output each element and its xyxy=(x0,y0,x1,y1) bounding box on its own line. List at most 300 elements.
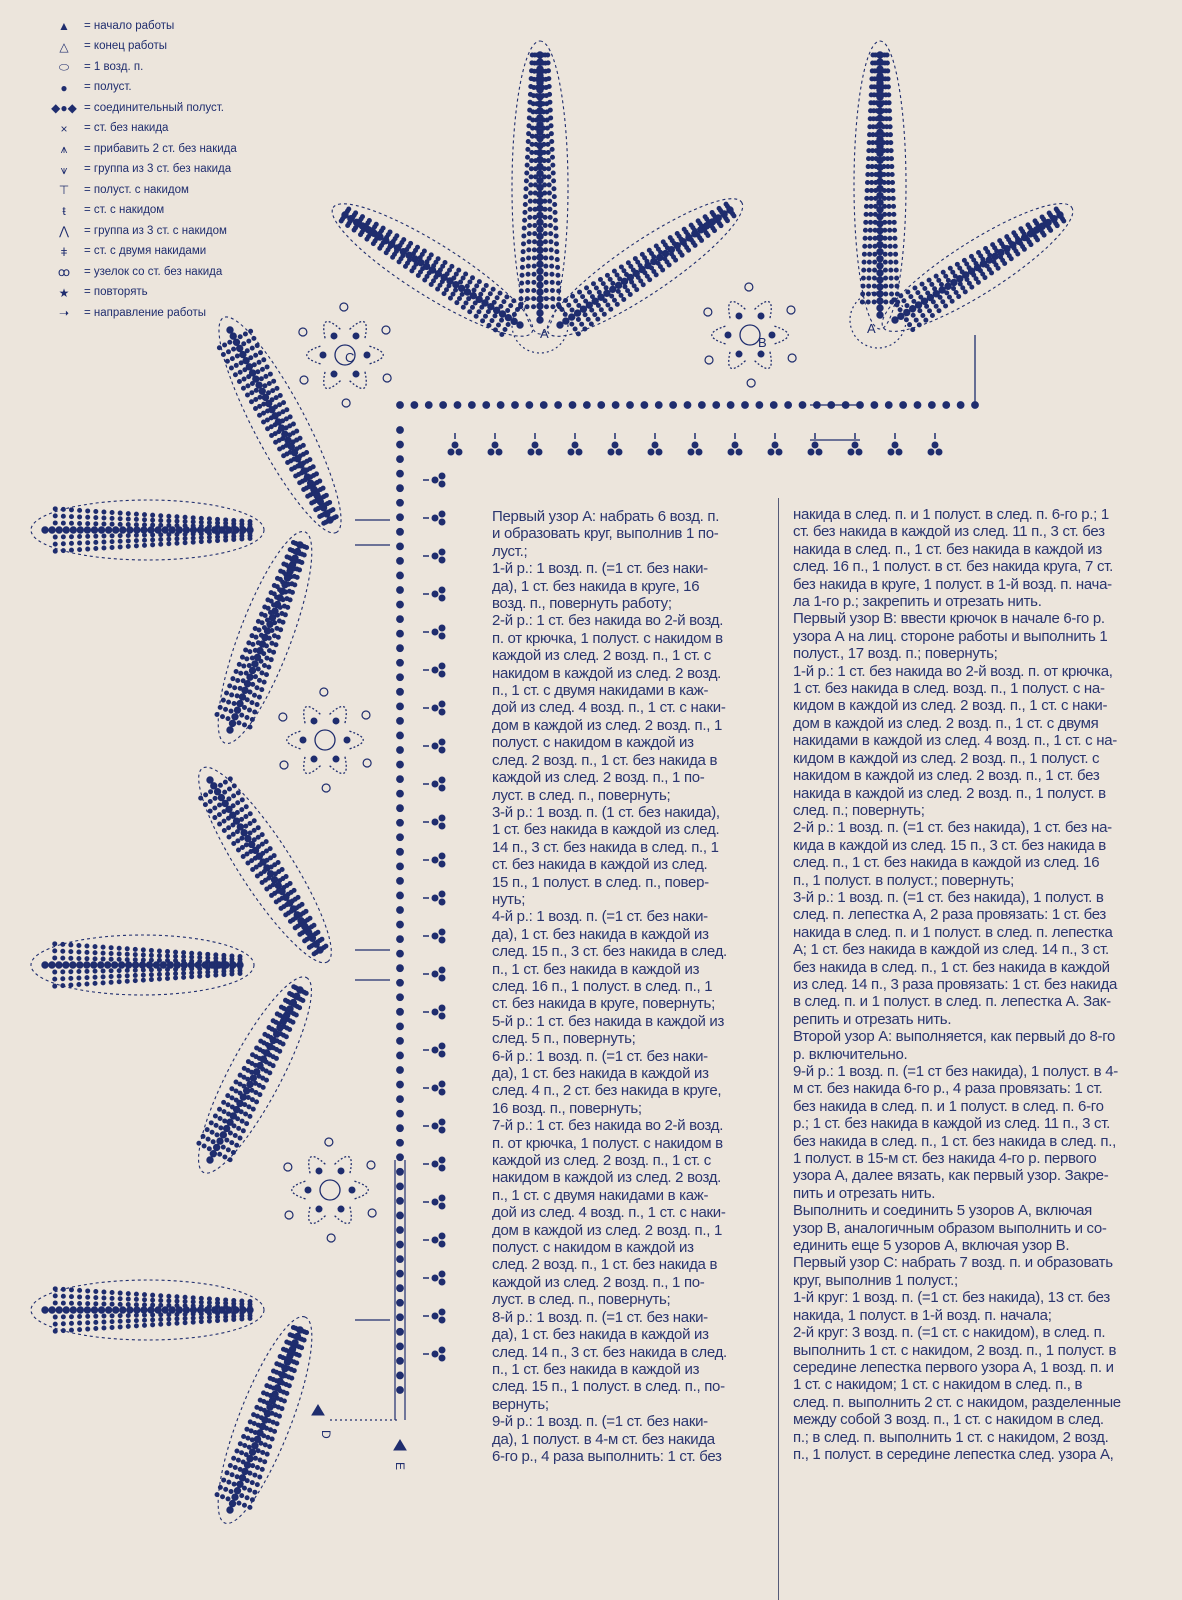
instruction-line: 9-й р.: 1 возд. п. (=1 ст без накида), 1 полуст. в 4- xyxy=(793,1063,1118,1080)
motif-c-left-top-lobe xyxy=(369,346,383,364)
motif-c-left-bottom-dot xyxy=(305,1187,311,1193)
motif-c-top-dot xyxy=(758,313,764,319)
motif-c-left-mid-picot xyxy=(322,784,330,792)
instruction-line: да), 1 ст. без накида в круге, 16 xyxy=(492,577,700,595)
instruction-line: узора А, далее вязать, как первый узор. Закре- xyxy=(793,1167,1109,1185)
motif-c-left-bottom-picot xyxy=(368,1209,376,1217)
instruction-line: выполнить 1 ст. с накидом, 2 возд. п., 1 полуст. в xyxy=(793,1341,1117,1359)
petal-left-3a-spine xyxy=(42,1307,253,1313)
petal-right-b-row xyxy=(895,209,1060,307)
instruction-line: дом в каждой из след. 2 возд. п., 1 xyxy=(492,1221,722,1239)
instruction-line: 2-й круг: 3 возд. п. (=1 ст. с накидом), в след. п. xyxy=(793,1324,1106,1342)
motif-c-left-bottom-lobe xyxy=(292,1181,306,1199)
instruction-line: 15 п., 1 полуст. в след. п., повер- xyxy=(492,873,709,891)
legend-label: = 1 возд. п. xyxy=(84,60,144,73)
motif-c-top-dot xyxy=(736,313,742,319)
motif-c-left-mid-picot xyxy=(280,761,288,769)
picot-knot xyxy=(423,1119,445,1133)
picot-knot xyxy=(423,853,445,867)
instruction-line: 1 полуст. в 15-м ст. без накида 4-го р. первого xyxy=(793,1150,1097,1168)
motif-c-left-mid-dot xyxy=(311,756,317,762)
instruction-line: накида в каждой из след. 2 возд. п., 1 полуст. в xyxy=(793,784,1106,802)
picot-knot xyxy=(423,1347,445,1361)
petal-right-b-row xyxy=(892,207,1058,302)
instruction-line: каждой из след. 2 возд. п., 1 ст. с xyxy=(492,647,711,665)
petal-left-a-row xyxy=(347,207,523,307)
instruction-line: и образовать круг, выполнив 1 по- xyxy=(492,525,719,543)
pattern-label-c xyxy=(345,350,354,365)
picot-knot xyxy=(423,929,445,943)
picot-knot xyxy=(423,1233,445,1247)
instruction-line: 2-й р.: 1 возд. п. (=1 ст. без накида), 1 ст. без на- xyxy=(793,819,1112,837)
instruction-line: узора А на лиц. стороне работы и выполнить 1 xyxy=(793,627,1108,645)
instruction-line: п. от крючка, 1 полуст. с накидом в xyxy=(492,1134,723,1152)
instruction-line: луст. в след. п., повернуть; xyxy=(492,786,671,804)
instruction-line: 3-й р.: 1 возд. п. (=1 ст. без накида), 1 полуст. в xyxy=(793,888,1104,906)
motif-c-top-dot xyxy=(725,332,731,338)
instruction-line: след. 2 возд. п., 1 ст. без накида в xyxy=(492,751,718,769)
instruction-line: кидом в каждой из след. 2 возд. п., 1 ст. с наки- xyxy=(793,697,1108,715)
petal-left-3b-row xyxy=(226,1327,300,1501)
picot-knot xyxy=(808,433,822,455)
svg-text:B: B xyxy=(758,335,767,350)
motif-c-left-top-picot xyxy=(382,326,390,334)
half-dc-icon: ⊤ xyxy=(58,183,70,198)
end-triangle-icon: △ xyxy=(59,39,69,54)
repeat-star-icon: ★ xyxy=(58,285,70,300)
instruction-line: 1-й р.: 1 ст. без накида во 2-й возд. п. от крючка, xyxy=(793,662,1113,680)
picot-knot xyxy=(688,433,702,455)
motif-c-left-top-picot xyxy=(383,374,391,382)
instruction-line: накида, 1 полуст. в 1-й возд. п. начала; xyxy=(793,1306,1052,1324)
instruction-line: накида в след. п. и 1 полуст. в след. п. 6-го р.; 1 xyxy=(793,506,1109,523)
instruction-line: да), 1 ст. без накида в каждой из xyxy=(492,1065,709,1082)
instruction-line: 16 возд. п., повернуть; xyxy=(492,1099,642,1117)
petal-right-b-row xyxy=(904,215,1063,322)
instruction-line: п., 1 ст. с двумя накидами в каж- xyxy=(492,1186,709,1204)
motif-c-left-mid-lobe xyxy=(287,731,301,749)
instruction-line: накида в след. п., 1 ст. без накида в каждой из xyxy=(793,540,1103,558)
instruction-line: 9-й р.: 1 возд. п. (=1 ст. без наки- xyxy=(492,1413,708,1431)
motif-c-left-bottom-dot xyxy=(349,1187,355,1193)
picot-knot xyxy=(423,587,445,601)
instruction-line: 4-й р.: 1 возд. п. (=1 ст. без наки- xyxy=(492,908,708,926)
svg-text:C: C xyxy=(345,350,355,365)
instruction-line: 6-го р., 4 раза выполнить: 1 ст. без xyxy=(492,1447,722,1465)
instruction-line: да), 1 полуст. в 4-м ст. без накида xyxy=(492,1430,715,1448)
picot-knot xyxy=(423,967,445,981)
chain-icon: ⬭ xyxy=(58,60,70,75)
motif-c-left-bottom-ring xyxy=(320,1180,340,1200)
petal-left-1c-row xyxy=(226,542,300,721)
picot-knot xyxy=(768,433,782,455)
instruction-line: 1-й р.: 1 возд. п. (=1 ст. без наки- xyxy=(492,560,708,578)
petal-left-1b-spine xyxy=(42,527,253,533)
petal-left-3b-row xyxy=(221,1326,298,1498)
instruction-line: м ст. без накида 6-го р., 4 раза провязать: 1 ст. xyxy=(793,1080,1103,1098)
picot-icon: ꝏ xyxy=(57,265,71,280)
picot-knot xyxy=(423,1271,445,1285)
motif-c-left-mid-dot xyxy=(344,737,350,743)
instruction-line: след. 5 п., повернуть; xyxy=(492,1030,636,1048)
instruction-line: Первый узор А: набрать 6 возд. п. xyxy=(492,508,720,525)
motif-c-left-bottom-picot xyxy=(325,1138,333,1146)
petal-top-a-row xyxy=(546,53,562,309)
motif-c-left-mid-picot xyxy=(279,713,287,721)
petal-left-a-spine xyxy=(342,212,523,328)
picot-knot xyxy=(423,739,445,753)
instruction-line: А; 1 ст. без накида в каждой из след. 14 п., 3 ст. xyxy=(793,941,1109,959)
motif-c-left-top-dot xyxy=(320,352,326,358)
legend-label: = группа из 3 ст. с накидом xyxy=(84,224,227,237)
petal-left-2a-row xyxy=(223,780,326,949)
instruction-line: 1 ст. без накида в след. возд. п., 1 полуст. с на- xyxy=(793,680,1105,698)
motif-c-top-picot xyxy=(747,379,755,387)
motif-c-left-bottom-lobe xyxy=(354,1181,368,1199)
legend-label: = ст. без накида xyxy=(84,122,169,134)
instruction-line: кидом в каждой из след. 2 возд. п., 1 полуст. с xyxy=(793,749,1100,767)
instruction-line: ст. без накида в каждой из след. 11 п., 3 ст. без xyxy=(793,523,1105,541)
motif-c-top-picot xyxy=(704,308,712,316)
picot-knot xyxy=(928,433,942,455)
motif-c-left-mid-picot xyxy=(320,688,328,696)
treble-crochet-icon: ǂ xyxy=(60,244,68,259)
instruction-line: узор В, аналогичным образом выполнить и со- xyxy=(793,1219,1107,1237)
instruction-line: Второй узор А: выполняется, как первый до 8-го xyxy=(793,1028,1116,1046)
motif-c-top-dot xyxy=(769,332,775,338)
instruction-line: дом в каждой из след. 2 возд. п., 1 ст. с двумя xyxy=(793,714,1099,732)
motif-c-left-top-picot xyxy=(299,328,307,336)
petal-top-b-row xyxy=(860,53,875,304)
picot-knot xyxy=(423,1005,445,1019)
instruction-line: в след. п. и 1 полуст. в след. п. лепестка А. Зак- xyxy=(793,993,1111,1011)
motif-c-left-bottom-picot xyxy=(285,1211,293,1219)
motif-c-top-picot xyxy=(705,356,713,364)
motif-c-left-top-dot xyxy=(353,371,359,377)
legend-label: = начало работы xyxy=(84,19,175,32)
motif-c-left-top-picot xyxy=(300,376,308,384)
svg-text:A: A xyxy=(867,321,876,336)
motif-c-left-mid-dot xyxy=(300,737,306,743)
direction-arrow xyxy=(810,405,860,440)
petal-left-1c-row xyxy=(237,544,304,725)
instruction-line: след. п. лепестка А, 2 раза провязать: 1 ст. без xyxy=(793,906,1107,924)
cluster-dc-icon: ⋀ xyxy=(59,224,69,239)
petal-right-a-row xyxy=(573,212,735,331)
svg-text:A: A xyxy=(540,326,549,341)
picot-knot xyxy=(728,433,742,455)
petal-left-2a-row xyxy=(199,796,316,956)
instruction-line: каждой из след. 2 возд. п., 1 по- xyxy=(492,1273,705,1291)
picot-knot xyxy=(423,1043,445,1057)
picot-knot xyxy=(423,549,445,563)
instruction-line: полуст., 17 возд. п.; повернуть; xyxy=(793,645,998,663)
legend-label: = прибавить 2 ст. без накида xyxy=(84,142,237,155)
petal-top-b-row xyxy=(866,53,877,304)
instruction-line: п.; в след. п. выполнить 1 ст. с накидом, 2 возд. xyxy=(793,1428,1109,1446)
motif-c-left-mid-picot xyxy=(363,759,371,767)
instruction-line: накидом в каждой из след. 2 возд. xyxy=(492,664,722,682)
motif-c-top-picot xyxy=(745,283,753,291)
petal-top-a-spine xyxy=(537,52,543,323)
legend-label: = конец работы xyxy=(84,40,168,52)
instruction-line: след. 16 п., 1 полуст. в ст. без накида круга, 7 ст. xyxy=(793,558,1113,576)
instruction-line: след. п., 1 ст. без накида в каждой из след. 16 xyxy=(793,854,1100,872)
picot-knot xyxy=(423,511,445,525)
petal-left-3b-spine xyxy=(227,1327,303,1513)
motif-c-left-mid-dot xyxy=(333,718,339,724)
picot-knot xyxy=(423,1157,445,1171)
svg-text:E: E xyxy=(393,1462,407,1471)
instruction-line: единить еще 5 узоров А, включая узор В. xyxy=(793,1237,1070,1255)
start-triangle-icon: ▲ xyxy=(58,19,70,34)
motif-c-left-bottom-dot xyxy=(316,1206,322,1212)
petal-left-a-row xyxy=(339,219,504,336)
instruction-line: без накида в след. п., 1 ст. без накида в каждой xyxy=(793,958,1110,976)
picot-knot xyxy=(423,891,445,905)
instruction-line: ла 1-го р.; закрепить и отрезать нить. xyxy=(793,593,1042,611)
petal-left-2b-row xyxy=(53,971,242,988)
petal-left-1a-row xyxy=(223,343,328,524)
motif-c-top-picot xyxy=(787,306,795,314)
petal-left-1c-row xyxy=(215,541,295,717)
pattern-label-d xyxy=(319,1430,333,1439)
instruction-line: нуть; xyxy=(492,890,526,908)
motif-c-left-top-dot xyxy=(364,352,370,358)
instruction-line: между собой 3 возд. п., 1 ст. с накидом в след. xyxy=(793,1411,1104,1429)
slip-dot-icon: ● xyxy=(60,80,68,95)
legend-label: = повторять xyxy=(84,286,148,298)
instruction-line: Первый узор С: набрать 7 возд. п. и образовать xyxy=(793,1254,1113,1272)
instruction-line: да), 1 ст. без накида в каждой из xyxy=(492,1326,709,1344)
picot-knot xyxy=(423,701,445,715)
motif-c-left-mid-dot xyxy=(311,718,317,724)
instruction-line: каждой из след. 2 возд. п., 1 ст. с xyxy=(492,1152,711,1170)
petal-top-b-row xyxy=(883,53,894,304)
double-crochet-icon: ŧ xyxy=(62,203,66,218)
instruction-line: дой из след. 4 возд. п., 1 ст. с наки- xyxy=(492,699,726,717)
petal-left-2c-row xyxy=(202,986,298,1148)
instruction-line: без накида в след. п. и 1 полуст. в след. п. 6-го xyxy=(793,1097,1104,1115)
instruction-line: п., 1 ст. с двумя накидами в каж- xyxy=(492,682,709,700)
motif-c-top-lobe xyxy=(774,326,788,344)
petal-left-2c-row xyxy=(207,987,300,1151)
motif-c-top-dot xyxy=(758,351,764,357)
instruction-line: 1 ст. с накидом; 1 ст. с накидом в след. п., в xyxy=(793,1376,1083,1394)
cluster-sc-icon: ⩛ xyxy=(60,162,68,177)
instruction-line: 8-й р.: 1 возд. п. (=1 ст. без наки- xyxy=(492,1308,708,1326)
direction-arrow-icon: ➝ xyxy=(58,306,70,321)
instruction-line: пить и отрезать нить. xyxy=(793,1184,936,1202)
single-crochet-icon: × xyxy=(60,121,68,136)
instruction-line: след. 2 возд. п., 1 ст. без накида в xyxy=(492,1256,718,1274)
petal-right-a-spine xyxy=(557,207,733,328)
motif-c-left-mid-ring xyxy=(315,730,335,750)
petal-top-b-row xyxy=(885,53,900,304)
petal-left-3b-row xyxy=(242,1330,306,1508)
instruction-line: середине лепестка первого узора А, 1 возд. п. и xyxy=(793,1358,1114,1376)
instruction-line: след. 16 п., 1 полуст. в след. п., 1 xyxy=(492,977,713,995)
instruction-line: ст. без накида в каждой из след. xyxy=(492,856,708,874)
instruction-line: след. 15 п., 1 полуст. в след. п., по- xyxy=(492,1378,725,1396)
instruction-line: накидами в каждой из след. 4 возд. п., 1 ст. с на- xyxy=(793,732,1117,750)
border-chain-left xyxy=(397,427,404,1394)
legend-label: = направление работы xyxy=(84,306,207,319)
instruction-line: из след. 14 п., 3 раза провязать: 1 ст. без накида xyxy=(793,975,1118,993)
motif-c-left-top-dot xyxy=(331,333,337,339)
increase-icon: ⩚ xyxy=(60,142,68,157)
motif-c-left-top-picot xyxy=(342,399,350,407)
legend-label: = узелок со ст. без накида xyxy=(84,265,223,278)
motif-c-left-mid-picot xyxy=(362,711,370,719)
instruction-line: 7-й р.: 1 ст. без накида во 2-й возд. xyxy=(492,1117,724,1135)
start-triangle-icon xyxy=(394,1440,406,1450)
instruction-line: п., 1 полуст. в середине лепестка след. узора А, xyxy=(793,1445,1114,1463)
motif-c-left-bottom-picot xyxy=(327,1234,335,1242)
instruction-line: возд. п., повернуть работу; xyxy=(492,595,672,613)
instruction-line: 5-й р.: 1 ст. без накида в каждой из xyxy=(492,1012,725,1030)
picot-knot xyxy=(423,1309,445,1323)
petal-left-1c-spine xyxy=(227,542,303,733)
instruction-line: да), 1 ст. без накида в каждой из xyxy=(492,925,709,943)
instruction-line: Выполнить и соединить 5 узоров А, включая xyxy=(793,1202,1092,1220)
instruction-line: без накида в след. п., 1 ст. без накида в след. п., xyxy=(793,1132,1116,1150)
instruction-line: полуст. с накидом в каждой из xyxy=(492,1239,694,1257)
instruction-line: накидом в каждой из след. 2 возд. п., 1 ст. без xyxy=(793,767,1100,785)
motif-c-top-dot xyxy=(736,351,742,357)
instruction-line: каждой из след. 2 возд. п., 1 по- xyxy=(492,769,705,787)
picot-knot xyxy=(568,433,582,455)
instruction-line: след. 4 п., 2 ст. без накида в круге, xyxy=(492,1082,722,1100)
motif-c-left-mid-dot xyxy=(333,756,339,762)
instruction-line: 1 ст. без накида в каждой из след. xyxy=(492,821,720,839)
instruction-line: п., 1 ст. без накида в каждой из xyxy=(492,1360,700,1378)
instruction-line: 6-й р.: 1 возд. п. (=1 ст. без наки- xyxy=(492,1047,708,1065)
instructions-column-2 xyxy=(793,506,1166,1463)
picot-knot xyxy=(423,777,445,791)
start-triangle-icon xyxy=(312,1405,324,1415)
petal-left-a-row xyxy=(346,209,520,312)
instruction-line: п., 1 полуст. в полуст.; повернуть; xyxy=(793,871,1015,889)
instruction-line: накида в след. п. и 1 полуст. в след. п. лепестка xyxy=(793,923,1113,941)
instruction-line: след. п. выполнить 2 ст. с накидом, разделенные xyxy=(793,1393,1121,1411)
petal-right-b-row xyxy=(908,217,1065,327)
instruction-line: 3-й р.: 1 возд. п. (1 ст. без накида), xyxy=(492,803,720,821)
picot-knot xyxy=(448,433,462,455)
instruction-line: 2-й р.: 1 ст. без накида во 2-й возд. xyxy=(492,612,724,630)
instruction-line: круг, выполнив 1 полуст.; xyxy=(793,1271,958,1289)
legend-label: = группа из 3 ст. без накида xyxy=(84,163,232,175)
border-chain-top xyxy=(397,402,979,409)
motif-c-left-bottom-dot xyxy=(338,1206,344,1212)
petal-right-b-spine xyxy=(892,212,1063,323)
petal-left-2b-row xyxy=(53,942,242,959)
petal-left-2c-row xyxy=(218,989,304,1156)
picot-knot xyxy=(423,473,445,487)
instruction-line: след. п.; повернуть; xyxy=(793,801,925,819)
petal-left-1c-row xyxy=(220,541,297,718)
picot-knot xyxy=(423,625,445,639)
instruction-line: ст. без накида в круге, повернуть; xyxy=(492,995,715,1013)
instruction-line: 1-й круг: 1 возд. п. (=1 ст. без накида), 13 ст. без xyxy=(793,1289,1110,1307)
picot-knot xyxy=(423,1081,445,1095)
motif-c-left-mid-lobe xyxy=(349,731,363,749)
picot-knot xyxy=(488,433,502,455)
instruction-line: без накида в круге, 1 полуст. в 1-й возд. п. нача- xyxy=(793,575,1112,593)
petal-left-1a-row xyxy=(243,332,336,520)
motif-c-top-lobe xyxy=(712,326,726,344)
petal-left-2b-spine xyxy=(42,962,243,968)
picot-knot xyxy=(423,663,445,677)
instruction-line: луст. в след. п., повернуть; xyxy=(492,1291,671,1309)
petal-left-2a-row xyxy=(204,793,318,955)
motif-c-left-top-dot xyxy=(331,371,337,377)
motif-c-left-bottom-picot xyxy=(367,1161,375,1169)
instruction-line: репить и отрезать нить. xyxy=(793,1010,952,1028)
motif-c-left-top-picot xyxy=(340,303,348,311)
instruction-line: п., 1 ст. без накида в каждой из xyxy=(492,960,700,978)
picot-knot xyxy=(423,815,445,829)
legend-label: = ст. с накидом xyxy=(84,204,165,216)
pattern-label-b xyxy=(758,335,767,350)
petal-left-2a-row xyxy=(228,777,328,948)
motif-c-top-picot xyxy=(788,354,796,362)
instruction-line: 14 п., 3 ст. без накида в след. п., 1 xyxy=(492,838,719,856)
petal-top-a-row xyxy=(519,53,535,309)
column-divider xyxy=(778,498,779,1600)
motif-c-left-bottom-picot xyxy=(284,1163,292,1171)
instruction-line: полуст. с накидом в каждой из xyxy=(492,734,694,752)
petal-top-b-spine xyxy=(877,52,883,318)
instruction-line: п. от крючка, 1 полуст. с накидом в xyxy=(492,629,723,647)
petal-right-a-row xyxy=(576,214,736,336)
petal-left-2a-spine xyxy=(207,777,323,953)
svg-text:D: D xyxy=(319,1430,333,1439)
petal-right-a-row xyxy=(560,204,729,311)
instruction-line: кида в каждой из след. 15 п., 3 ст. без накида в xyxy=(793,836,1106,854)
petal-left-3b-row xyxy=(215,1325,295,1496)
motif-c-left-top-lobe xyxy=(307,346,321,364)
petal-right-a-row xyxy=(557,202,728,306)
instruction-line: дом в каждой из след. 2 возд. п., 1 xyxy=(492,716,722,734)
motif-c-left-bottom-dot xyxy=(338,1168,344,1174)
picot-knot xyxy=(608,433,622,455)
picot-knot xyxy=(848,433,862,455)
instructions-column-1 xyxy=(492,508,756,1465)
instruction-line: р.; 1 ст. без накида в каждой из след. 11 п., 3 ст. xyxy=(793,1115,1110,1133)
picot-knot xyxy=(423,1195,445,1209)
petal-left-1a-spine xyxy=(227,327,333,523)
legend-label: = полуст. с накидом xyxy=(84,183,189,196)
pattern-label-e xyxy=(393,1462,407,1470)
join-slip-icon: ◆●◆ xyxy=(51,101,77,116)
legend-label: = соединительный полуст. xyxy=(84,101,224,114)
petal-left-2c-spine xyxy=(207,987,303,1163)
picot-knot xyxy=(648,433,662,455)
motif-c-left-top-dot xyxy=(353,333,359,339)
instruction-line: Первый узор В: ввести крючок в начале 6-го р. xyxy=(793,610,1105,628)
instruction-line: след. 15 п., 3 ст. без накида в след. xyxy=(492,943,727,961)
motif-c-top-ring xyxy=(740,325,760,345)
motif-c-left-bottom-dot xyxy=(316,1168,322,1174)
picot-knot xyxy=(888,433,902,455)
instruction-line: луст.; xyxy=(492,542,528,560)
instruction-line: р. включительно. xyxy=(793,1045,908,1063)
instruction-line: накидом в каждой из след. 2 возд. xyxy=(492,1169,722,1187)
legend-label: = полуст. xyxy=(84,81,132,93)
legend-label: = ст. с двумя накидами xyxy=(84,245,207,257)
instruction-line: вернуть; xyxy=(492,1395,549,1413)
